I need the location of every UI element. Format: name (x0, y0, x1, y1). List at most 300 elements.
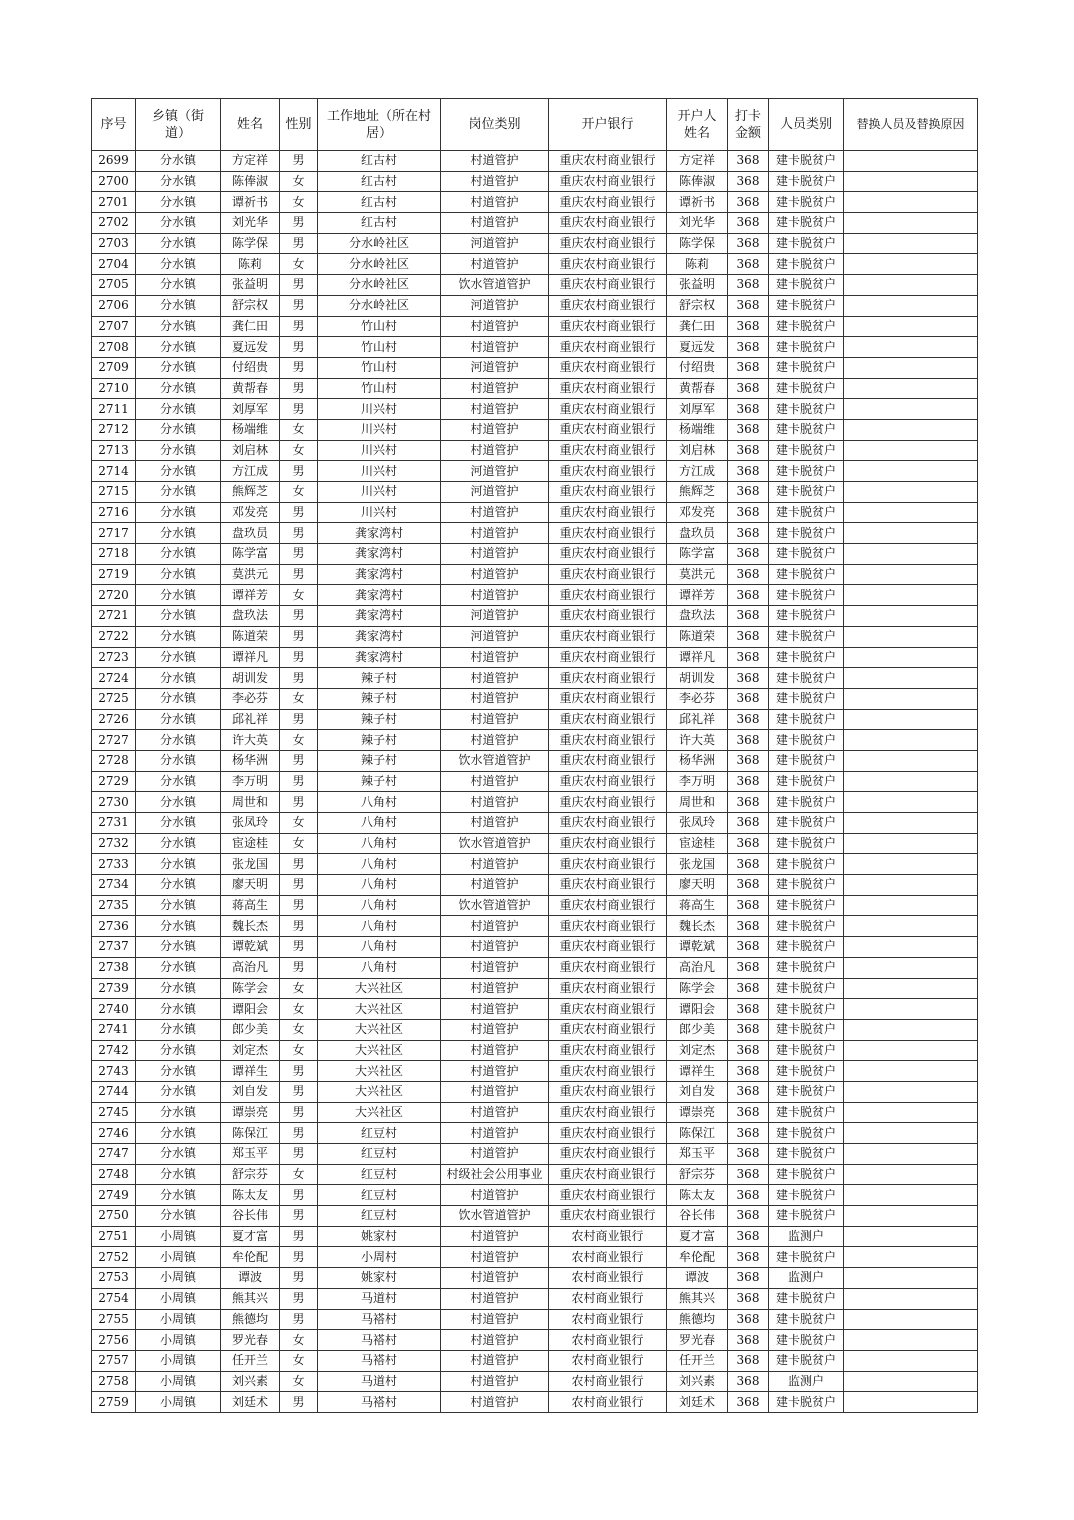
township-cell: 小周镇 (136, 1226, 221, 1247)
serial-cell: 2721 (92, 606, 136, 627)
header-row (92, 99, 978, 151)
account-holder-cell: 方江成 (667, 461, 728, 482)
township-cell: 分水镇 (136, 709, 221, 730)
name-cell: 龚仁田 (221, 316, 280, 337)
name-cell: 廖天明 (221, 875, 280, 896)
bank-cell: 重庆农村商业银行 (549, 523, 667, 544)
category-cell: 建卡脱贫户 (769, 502, 844, 523)
address-cell: 红古村 (318, 151, 441, 172)
serial-cell: 2699 (92, 151, 136, 172)
category-cell: 建卡脱贫户 (769, 978, 844, 999)
serial-cell: 2759 (92, 1392, 136, 1413)
table-row (92, 916, 978, 937)
table-row (92, 1019, 978, 1040)
address-cell: 龚家湾村 (318, 585, 441, 606)
amount-cell: 368 (728, 1288, 769, 1309)
post-type-cell: 村道管护 (441, 523, 549, 544)
table-row (92, 833, 978, 854)
township-cell: 分水镇 (136, 750, 221, 771)
replacement-cell (844, 378, 978, 399)
amount-cell: 368 (728, 1206, 769, 1227)
post-type-cell: 村道管护 (441, 1371, 549, 1392)
address-cell: 姚家村 (318, 1226, 441, 1247)
category-cell: 建卡脱贫户 (769, 606, 844, 627)
township-cell: 分水镇 (136, 957, 221, 978)
amount-cell: 368 (728, 1164, 769, 1185)
table-row (92, 419, 978, 440)
replacement-cell (844, 151, 978, 172)
gender-cell: 女 (280, 419, 318, 440)
table-row (92, 854, 978, 875)
gender-cell: 男 (280, 1268, 318, 1289)
address-cell: 川兴村 (318, 461, 441, 482)
amount-cell: 368 (728, 771, 769, 792)
account-holder-cell: 熊德均 (667, 1309, 728, 1330)
gender-cell: 男 (280, 1123, 318, 1144)
address-cell: 红古村 (318, 192, 441, 213)
serial-cell: 2746 (92, 1123, 136, 1144)
township-cell: 分水镇 (136, 668, 221, 689)
account-holder-cell: 熊其兴 (667, 1288, 728, 1309)
name-cell: 陈太友 (221, 1185, 280, 1206)
amount-cell: 368 (728, 151, 769, 172)
bank-cell: 农村商业银行 (549, 1392, 667, 1413)
header-cell: 开户人姓名 (667, 99, 728, 151)
header-cell: 姓名 (221, 99, 280, 151)
post-type-cell: 村道管护 (441, 647, 549, 668)
category-cell: 建卡脱贫户 (769, 833, 844, 854)
post-type-cell: 村道管护 (441, 1247, 549, 1268)
name-cell: 谭阳会 (221, 999, 280, 1020)
replacement-cell (844, 1392, 978, 1413)
account-holder-cell: 夏才富 (667, 1226, 728, 1247)
gender-cell: 男 (280, 1081, 318, 1102)
category-cell: 建卡脱贫户 (769, 999, 844, 1020)
post-type-cell: 村道管护 (441, 1185, 549, 1206)
address-cell: 八角村 (318, 957, 441, 978)
amount-cell: 368 (728, 357, 769, 378)
bank-cell: 重庆农村商业银行 (549, 1206, 667, 1227)
replacement-cell (844, 813, 978, 834)
account-holder-cell: 陈太友 (667, 1185, 728, 1206)
bank-cell: 重庆农村商业银行 (549, 750, 667, 771)
post-type-cell: 村道管护 (441, 378, 549, 399)
category-cell: 建卡脱贫户 (769, 337, 844, 358)
gender-cell: 男 (280, 771, 318, 792)
name-cell: 高治凡 (221, 957, 280, 978)
name-cell: 胡训发 (221, 668, 280, 689)
roster-sheet (91, 98, 977, 1413)
address-cell: 姚家村 (318, 1268, 441, 1289)
header-cell: 乡镇（街道） (136, 99, 221, 151)
post-type-cell: 饮水管道管护 (441, 895, 549, 916)
township-cell: 分水镇 (136, 316, 221, 337)
serial-cell: 2728 (92, 750, 136, 771)
table-row (92, 564, 978, 585)
address-cell: 龚家湾村 (318, 544, 441, 565)
replacement-cell (844, 192, 978, 213)
name-cell: 郎少美 (221, 1019, 280, 1040)
serial-cell: 2704 (92, 254, 136, 275)
township-cell: 小周镇 (136, 1247, 221, 1268)
header-cell: 岗位类别 (441, 99, 549, 151)
category-cell: 建卡脱贫户 (769, 357, 844, 378)
amount-cell: 368 (728, 192, 769, 213)
replacement-cell (844, 1350, 978, 1371)
post-type-cell: 村道管护 (441, 213, 549, 234)
replacement-cell (844, 337, 978, 358)
category-cell: 建卡脱贫户 (769, 1144, 844, 1165)
replacement-cell (844, 1371, 978, 1392)
account-holder-cell: 陈保江 (667, 1123, 728, 1144)
bank-cell: 重庆农村商业银行 (549, 647, 667, 668)
post-type-cell: 村道管护 (441, 771, 549, 792)
gender-cell: 男 (280, 1144, 318, 1165)
post-type-cell: 村道管护 (441, 730, 549, 751)
amount-cell: 368 (728, 171, 769, 192)
gender-cell: 男 (280, 626, 318, 647)
serial-cell: 2754 (92, 1288, 136, 1309)
table-row (92, 1206, 978, 1227)
post-type-cell: 村道管护 (441, 399, 549, 420)
replacement-cell (844, 316, 978, 337)
category-cell: 建卡脱贫户 (769, 1123, 844, 1144)
amount-cell: 368 (728, 647, 769, 668)
serial-cell: 2750 (92, 1206, 136, 1227)
category-cell: 建卡脱贫户 (769, 1350, 844, 1371)
account-holder-cell: 谭祈书 (667, 192, 728, 213)
post-type-cell: 村道管护 (441, 1040, 549, 1061)
category-cell: 建卡脱贫户 (769, 171, 844, 192)
post-type-cell: 河道管护 (441, 461, 549, 482)
township-cell: 分水镇 (136, 1206, 221, 1227)
address-cell: 红豆村 (318, 1123, 441, 1144)
table-row (92, 399, 978, 420)
account-holder-cell: 郑玉平 (667, 1144, 728, 1165)
address-cell: 大兴社区 (318, 1040, 441, 1061)
account-holder-cell: 李必芬 (667, 688, 728, 709)
bank-cell: 重庆农村商业银行 (549, 937, 667, 958)
table-row (92, 275, 978, 296)
account-holder-cell: 刘兴素 (667, 1371, 728, 1392)
bank-cell: 农村商业银行 (549, 1288, 667, 1309)
name-cell: 谷长伟 (221, 1206, 280, 1227)
gender-cell: 男 (280, 606, 318, 627)
table-row (92, 523, 978, 544)
address-cell: 马褡村 (318, 1350, 441, 1371)
category-cell: 建卡脱贫户 (769, 523, 844, 544)
table-row (92, 626, 978, 647)
address-cell: 红豆村 (318, 1206, 441, 1227)
name-cell: 舒宗芬 (221, 1164, 280, 1185)
gender-cell: 男 (280, 523, 318, 544)
account-holder-cell: 黄帮春 (667, 378, 728, 399)
replacement-cell (844, 295, 978, 316)
replacement-cell (844, 1040, 978, 1061)
serial-cell: 2714 (92, 461, 136, 482)
amount-cell: 368 (728, 709, 769, 730)
replacement-cell (844, 502, 978, 523)
category-cell: 建卡脱贫户 (769, 957, 844, 978)
serial-cell: 2739 (92, 978, 136, 999)
gender-cell: 男 (280, 1247, 318, 1268)
replacement-cell (844, 730, 978, 751)
bank-cell: 重庆农村商业银行 (549, 337, 667, 358)
serial-cell: 2725 (92, 688, 136, 709)
amount-cell: 368 (728, 626, 769, 647)
bank-cell: 农村商业银行 (549, 1247, 667, 1268)
account-holder-cell: 龚仁田 (667, 316, 728, 337)
account-holder-cell: 杨华洲 (667, 750, 728, 771)
serial-cell: 2720 (92, 585, 136, 606)
post-type-cell: 饮水管道管护 (441, 1206, 549, 1227)
name-cell: 刘自发 (221, 1081, 280, 1102)
bank-cell: 重庆农村商业银行 (549, 378, 667, 399)
address-cell: 龚家湾村 (318, 606, 441, 627)
township-cell: 分水镇 (136, 192, 221, 213)
address-cell: 马道村 (318, 1288, 441, 1309)
table-row (92, 668, 978, 689)
address-cell: 川兴村 (318, 482, 441, 503)
replacement-cell (844, 750, 978, 771)
gender-cell: 男 (280, 213, 318, 234)
table-row (92, 1288, 978, 1309)
replacement-cell (844, 1019, 978, 1040)
category-cell: 监测户 (769, 1226, 844, 1247)
name-cell: 李万明 (221, 771, 280, 792)
serial-cell: 2733 (92, 854, 136, 875)
township-cell: 分水镇 (136, 792, 221, 813)
address-cell: 八角村 (318, 937, 441, 958)
address-cell: 辣子村 (318, 771, 441, 792)
address-cell: 大兴社区 (318, 1061, 441, 1082)
account-holder-cell: 许大英 (667, 730, 728, 751)
replacement-cell (844, 647, 978, 668)
post-type-cell: 河道管护 (441, 357, 549, 378)
table-row (92, 254, 978, 275)
replacement-cell (844, 564, 978, 585)
address-cell: 辣子村 (318, 668, 441, 689)
address-cell: 马道村 (318, 1371, 441, 1392)
township-cell: 分水镇 (136, 1102, 221, 1123)
post-type-cell: 村道管护 (441, 171, 549, 192)
serial-cell: 2738 (92, 957, 136, 978)
amount-cell: 368 (728, 668, 769, 689)
address-cell: 辣子村 (318, 688, 441, 709)
post-type-cell: 村道管护 (441, 1350, 549, 1371)
category-cell: 建卡脱贫户 (769, 750, 844, 771)
amount-cell: 368 (728, 1371, 769, 1392)
category-cell: 建卡脱贫户 (769, 564, 844, 585)
amount-cell: 368 (728, 957, 769, 978)
post-type-cell: 村道管护 (441, 1288, 549, 1309)
replacement-cell (844, 254, 978, 275)
gender-cell: 男 (280, 357, 318, 378)
township-cell: 分水镇 (136, 254, 221, 275)
gender-cell: 男 (280, 316, 318, 337)
post-type-cell: 饮水管道管护 (441, 833, 549, 854)
gender-cell: 男 (280, 337, 318, 358)
gender-cell: 男 (280, 1226, 318, 1247)
replacement-cell (844, 482, 978, 503)
address-cell: 小周村 (318, 1247, 441, 1268)
amount-cell: 368 (728, 730, 769, 751)
account-holder-cell: 刘廷术 (667, 1392, 728, 1413)
bank-cell: 重庆农村商业银行 (549, 295, 667, 316)
post-type-cell: 村道管护 (441, 419, 549, 440)
post-type-cell: 河道管护 (441, 295, 549, 316)
header-cell: 打卡金额 (728, 99, 769, 151)
amount-cell: 368 (728, 502, 769, 523)
name-cell: 陈莉 (221, 254, 280, 275)
post-type-cell: 村道管护 (441, 709, 549, 730)
category-cell: 建卡脱贫户 (769, 1040, 844, 1061)
category-cell: 建卡脱贫户 (769, 709, 844, 730)
post-type-cell: 村道管护 (441, 999, 549, 1020)
amount-cell: 368 (728, 833, 769, 854)
replacement-cell (844, 233, 978, 254)
post-type-cell: 河道管护 (441, 233, 549, 254)
address-cell: 竹山村 (318, 316, 441, 337)
table-row (92, 750, 978, 771)
post-type-cell: 村道管护 (441, 1081, 549, 1102)
township-cell: 分水镇 (136, 1185, 221, 1206)
address-cell: 大兴社区 (318, 1102, 441, 1123)
gender-cell: 男 (280, 1392, 318, 1413)
address-cell: 大兴社区 (318, 1019, 441, 1040)
name-cell: 方江成 (221, 461, 280, 482)
account-holder-cell: 廖天明 (667, 875, 728, 896)
serial-cell: 2710 (92, 378, 136, 399)
category-cell: 建卡脱贫户 (769, 151, 844, 172)
account-holder-cell: 舒宗权 (667, 295, 728, 316)
account-holder-cell: 刘启林 (667, 440, 728, 461)
account-holder-cell: 李万明 (667, 771, 728, 792)
serial-cell: 2751 (92, 1226, 136, 1247)
serial-cell: 2718 (92, 544, 136, 565)
township-cell: 分水镇 (136, 171, 221, 192)
post-type-cell: 村道管护 (441, 585, 549, 606)
replacement-cell (844, 357, 978, 378)
category-cell: 建卡脱贫户 (769, 378, 844, 399)
serial-cell: 2745 (92, 1102, 136, 1123)
gender-cell: 女 (280, 688, 318, 709)
table-row (92, 213, 978, 234)
account-holder-cell: 高治凡 (667, 957, 728, 978)
bank-cell: 重庆农村商业银行 (549, 171, 667, 192)
replacement-cell (844, 1206, 978, 1227)
amount-cell: 368 (728, 999, 769, 1020)
township-cell: 分水镇 (136, 399, 221, 420)
township-cell: 分水镇 (136, 1081, 221, 1102)
gender-cell: 女 (280, 1330, 318, 1351)
post-type-cell: 村道管护 (441, 1330, 549, 1351)
serial-cell: 2735 (92, 895, 136, 916)
bank-cell: 重庆农村商业银行 (549, 192, 667, 213)
header-cell: 序号 (92, 99, 136, 151)
address-cell: 龚家湾村 (318, 626, 441, 647)
township-cell: 分水镇 (136, 461, 221, 482)
township-cell: 分水镇 (136, 523, 221, 544)
township-cell: 分水镇 (136, 1019, 221, 1040)
category-cell: 建卡脱贫户 (769, 544, 844, 565)
account-holder-cell: 陈学富 (667, 544, 728, 565)
address-cell: 大兴社区 (318, 1081, 441, 1102)
township-cell: 分水镇 (136, 213, 221, 234)
bank-cell: 重庆农村商业银行 (549, 606, 667, 627)
gender-cell: 男 (280, 916, 318, 937)
category-cell: 建卡脱贫户 (769, 399, 844, 420)
serial-cell: 2705 (92, 275, 136, 296)
amount-cell: 368 (728, 916, 769, 937)
serial-cell: 2722 (92, 626, 136, 647)
post-type-cell: 村道管护 (441, 1102, 549, 1123)
serial-cell: 2724 (92, 668, 136, 689)
serial-cell: 2716 (92, 502, 136, 523)
bank-cell: 重庆农村商业银行 (549, 709, 667, 730)
township-cell: 分水镇 (136, 647, 221, 668)
replacement-cell (844, 978, 978, 999)
serial-cell: 2703 (92, 233, 136, 254)
replacement-cell (844, 895, 978, 916)
address-cell: 分水岭社区 (318, 233, 441, 254)
gender-cell: 女 (280, 1350, 318, 1371)
table-row (92, 1061, 978, 1082)
account-holder-cell: 周世和 (667, 792, 728, 813)
table-row (92, 544, 978, 565)
category-cell: 建卡脱贫户 (769, 1019, 844, 1040)
category-cell: 建卡脱贫户 (769, 1330, 844, 1351)
township-cell: 分水镇 (136, 833, 221, 854)
amount-cell: 368 (728, 1061, 769, 1082)
name-cell: 谭乾斌 (221, 937, 280, 958)
amount-cell: 368 (728, 295, 769, 316)
account-holder-cell: 谭祥生 (667, 1061, 728, 1082)
post-type-cell: 村道管护 (441, 1019, 549, 1040)
category-cell: 建卡脱贫户 (769, 688, 844, 709)
roster-body (92, 151, 978, 1413)
amount-cell: 368 (728, 585, 769, 606)
township-cell: 分水镇 (136, 1144, 221, 1165)
township-cell: 分水镇 (136, 482, 221, 503)
name-cell: 谭祥生 (221, 1061, 280, 1082)
table-row (92, 647, 978, 668)
replacement-cell (844, 606, 978, 627)
account-holder-cell: 陈道荣 (667, 626, 728, 647)
table-row (92, 875, 978, 896)
serial-cell: 2731 (92, 813, 136, 834)
account-holder-cell: 谭祥芳 (667, 585, 728, 606)
replacement-cell (844, 1268, 978, 1289)
table-row (92, 192, 978, 213)
bank-cell: 重庆农村商业银行 (549, 1102, 667, 1123)
bank-cell: 重庆农村商业银行 (549, 957, 667, 978)
name-cell: 刘光华 (221, 213, 280, 234)
category-cell: 建卡脱贫户 (769, 1247, 844, 1268)
account-holder-cell: 张益明 (667, 275, 728, 296)
replacement-cell (844, 523, 978, 544)
bank-cell: 农村商业银行 (549, 1268, 667, 1289)
address-cell: 八角村 (318, 833, 441, 854)
bank-cell: 重庆农村商业银行 (549, 564, 667, 585)
amount-cell: 368 (728, 750, 769, 771)
bank-cell: 重庆农村商业银行 (549, 151, 667, 172)
name-cell: 莫洪元 (221, 564, 280, 585)
bank-cell: 重庆农村商业银行 (549, 1185, 667, 1206)
serial-cell: 2707 (92, 316, 136, 337)
address-cell: 八角村 (318, 916, 441, 937)
amount-cell: 368 (728, 316, 769, 337)
